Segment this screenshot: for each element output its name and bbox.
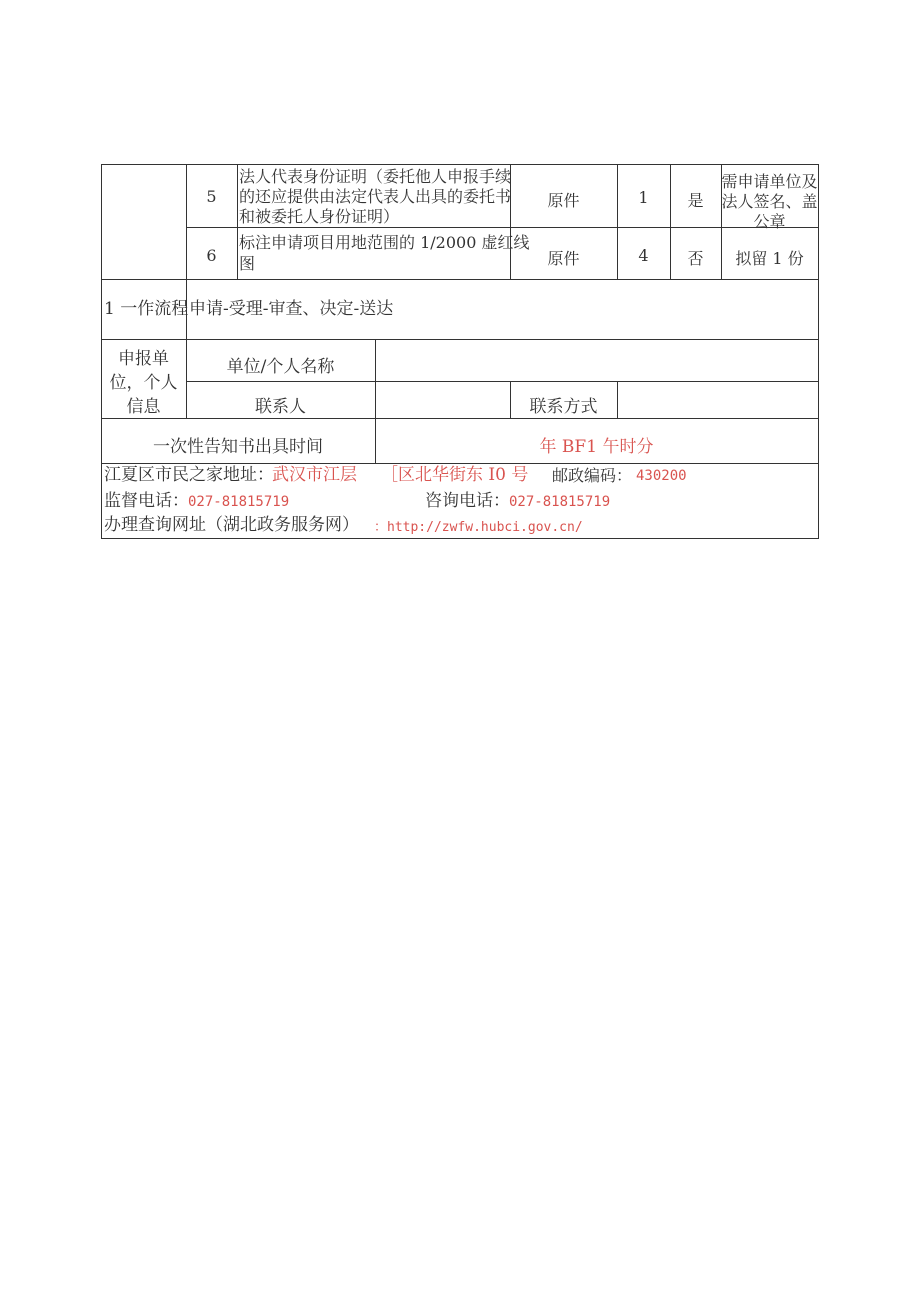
- material-count: 4: [638, 246, 649, 265]
- consult-phone-value: 027-81815719: [509, 494, 611, 510]
- applicant-label-line: 信息: [126, 397, 161, 417]
- contact-person-field[interactable]: [376, 382, 510, 418]
- table-border: [101, 418, 819, 419]
- material-description-line: 法人代表身份证明（委托他人申报手续: [239, 167, 512, 186]
- notice-label: 一次性告知书出具时间: [153, 437, 323, 457]
- table-border: [237, 164, 238, 280]
- material-type: 原件: [547, 249, 580, 268]
- applicant-label-line: 位，个人: [109, 373, 178, 393]
- website-label: 办理查询网址（湖北政务服务网）: [104, 515, 359, 535]
- consult-phone-label: 咨询电话：: [425, 491, 510, 511]
- table-border: [101, 538, 819, 539]
- table-border: [818, 164, 819, 539]
- address-value: 武汉市江层: [272, 465, 357, 485]
- table-border: [101, 463, 819, 464]
- material-note-line: 需申请单位及: [721, 172, 818, 191]
- workflow-label: 1 一作流程: [104, 299, 189, 319]
- material-note-line: 公章: [753, 212, 786, 231]
- notice-value: 年 BF1 午时分: [539, 437, 654, 457]
- material-required: 是: [687, 191, 704, 210]
- applicant-label-line: 申报单: [118, 349, 169, 369]
- material-number: 6: [206, 246, 217, 265]
- material-description-line: 的还应提供由法定代表人出具的委托书: [239, 187, 512, 206]
- material-description-line: 图: [239, 254, 256, 273]
- material-number: 5: [206, 187, 217, 206]
- material-note-line: 拟留 1 份: [735, 249, 804, 268]
- material-count: 1: [638, 188, 649, 207]
- website-link[interactable]: ：http://zwfw.hubci.gov.cn/: [374, 520, 583, 535]
- applicant-name-label: 单位/个人名称: [226, 357, 335, 377]
- contact-method-field[interactable]: [618, 382, 818, 418]
- material-required: 否: [687, 249, 704, 268]
- supervise-phone-label: 监督电话：: [104, 491, 189, 511]
- contact-method-label: 联系方式: [529, 397, 598, 417]
- material-type: 原件: [547, 191, 580, 210]
- workflow-value: 申请-受理-审查、决定-送达: [189, 299, 394, 319]
- address-value: ［区北华街东 I0 号: [381, 465, 529, 485]
- table-border: [101, 164, 819, 165]
- material-description-line: 标注申请项目用地范围的 1/2000 虚红线: [239, 233, 530, 252]
- supervise-phone-value: 027-81815719: [188, 494, 290, 510]
- address-label: 江夏区市民之家地址：: [104, 465, 274, 485]
- postcode-value: 430200: [636, 468, 687, 484]
- contact-person-label: 联系人: [255, 397, 306, 417]
- postcode-label: 邮政编码：: [552, 466, 633, 485]
- material-note-line: 法人签名、盖: [721, 192, 818, 211]
- material-description-line: 和被委托人身份证明）: [239, 207, 400, 226]
- table-border: [101, 279, 819, 280]
- applicant-name-field[interactable]: [376, 340, 818, 381]
